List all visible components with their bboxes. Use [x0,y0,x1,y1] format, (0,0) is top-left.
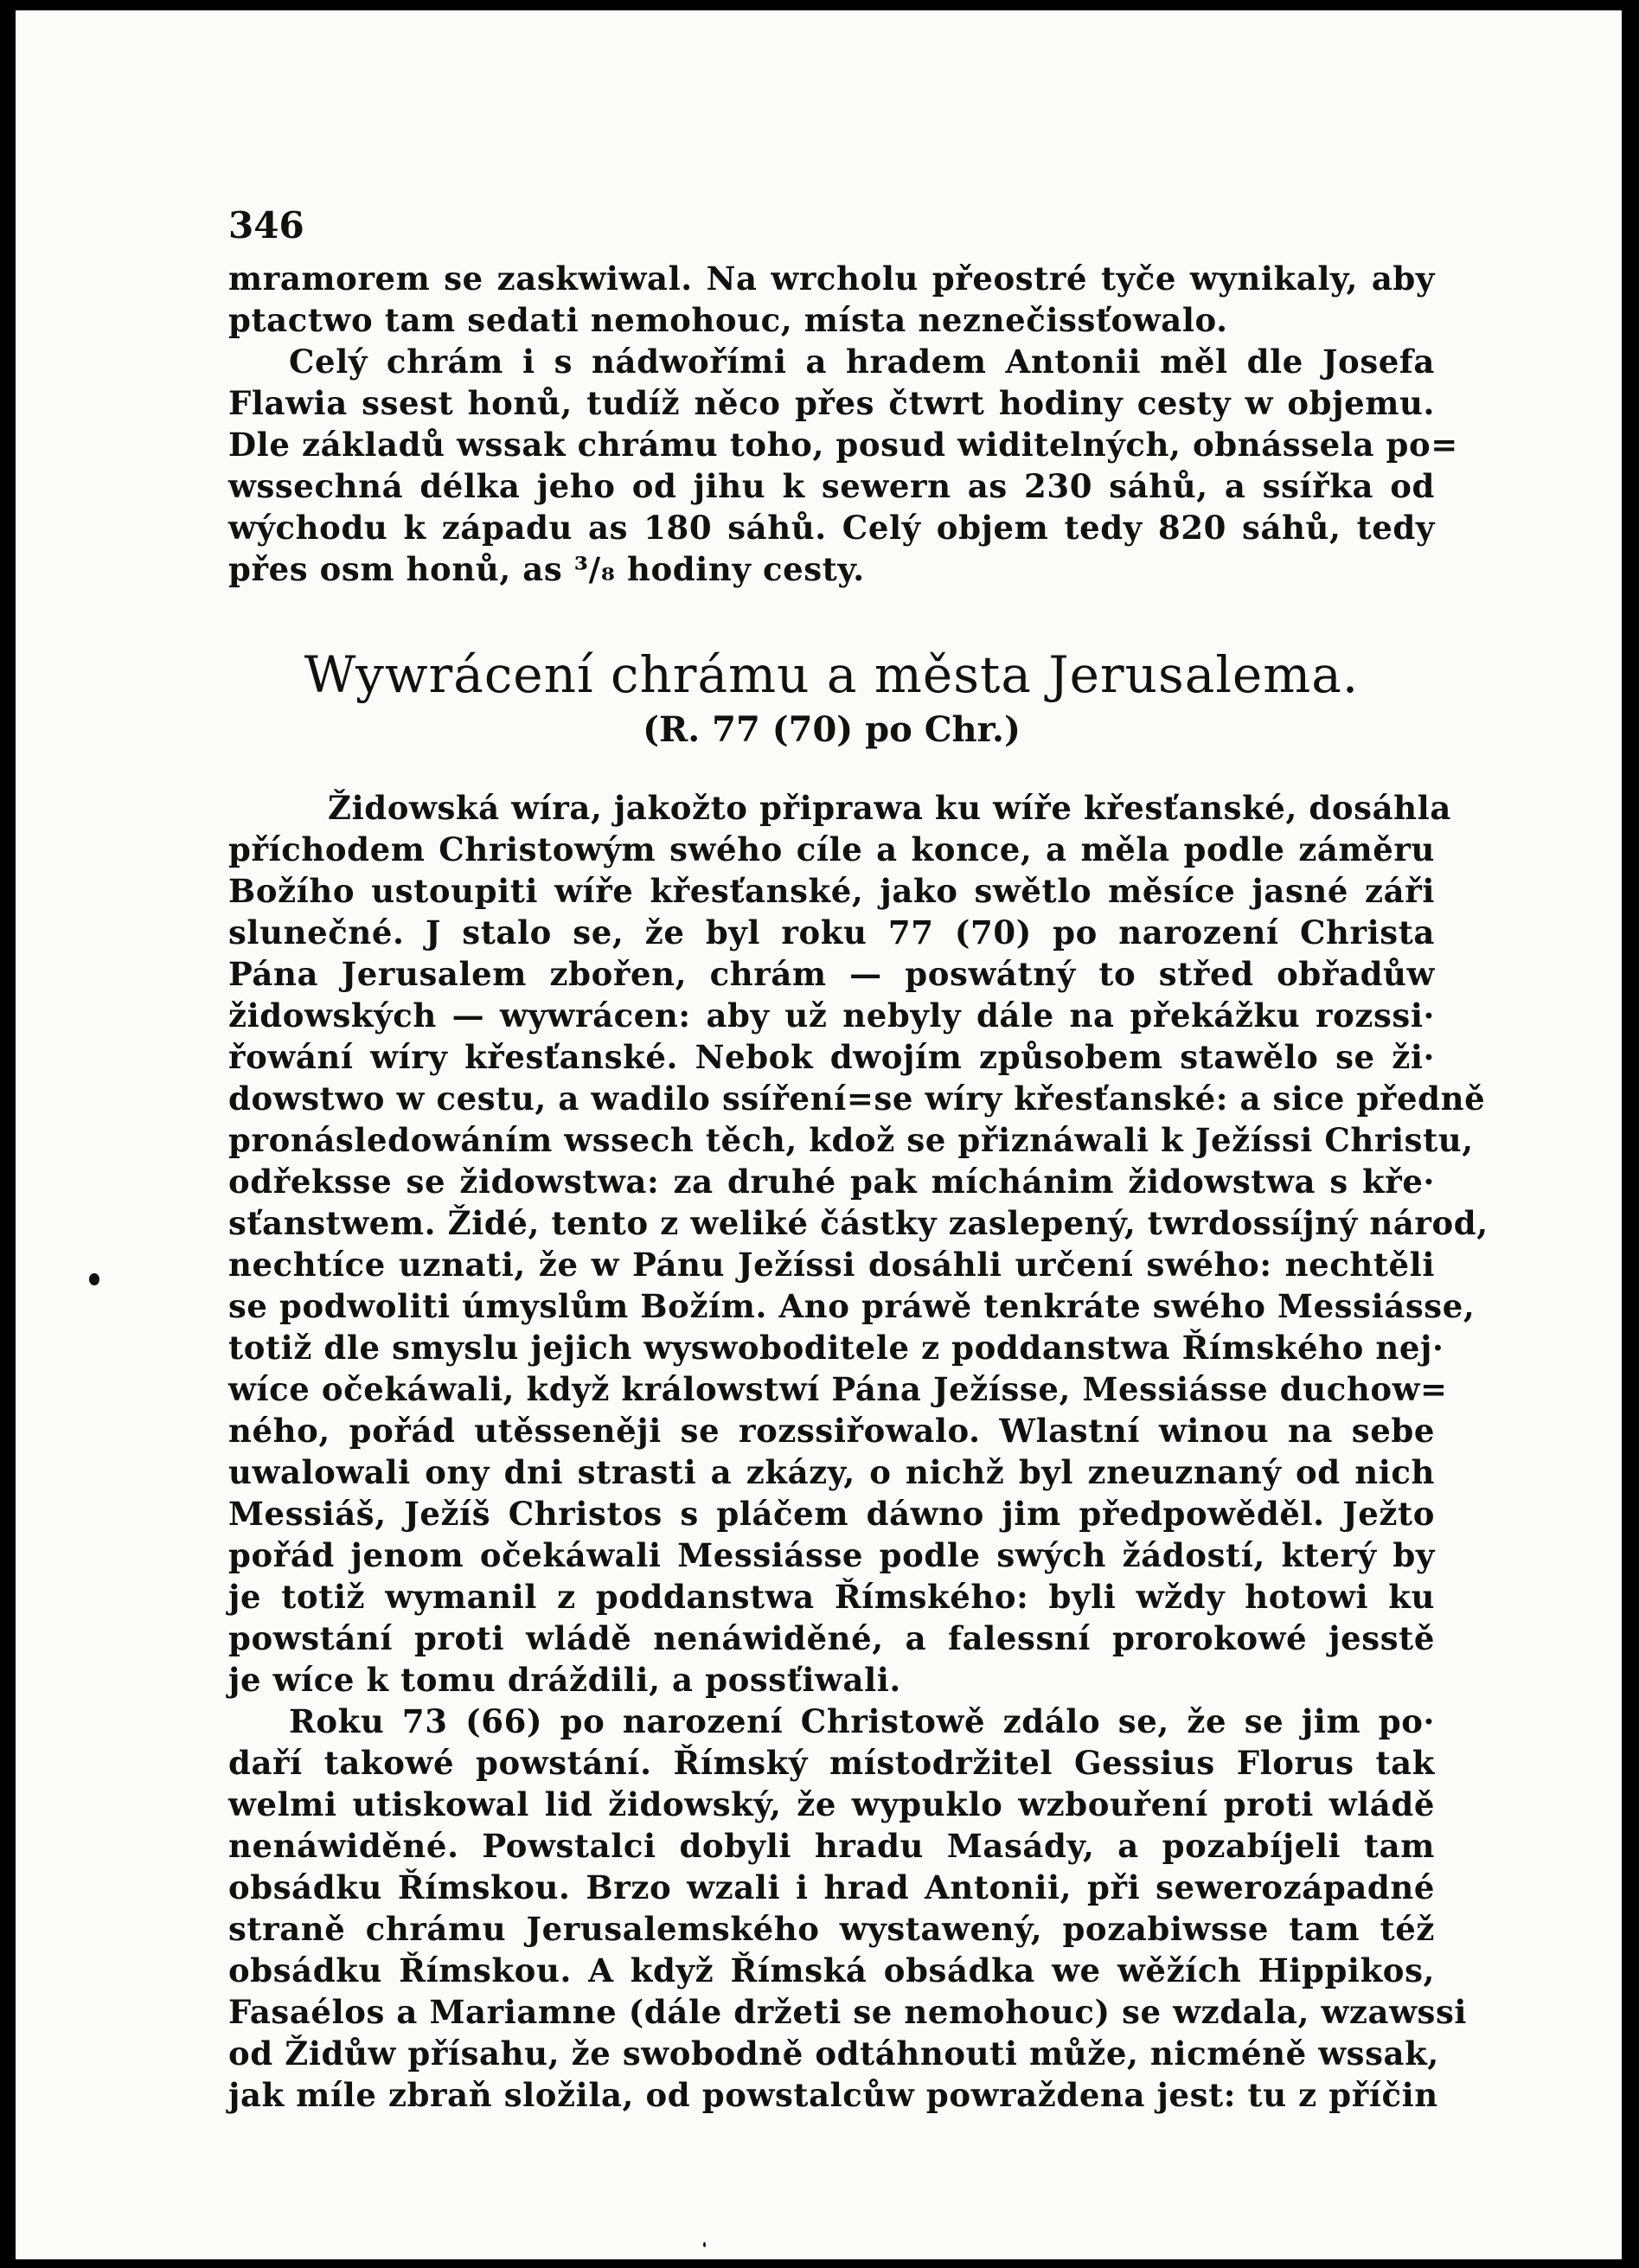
text-line: je wíce k tomu dráždili, a possťiwali. [228,1661,901,1699]
text-line: welmi utiskowal lid židowský, že wypuklo wzbouření proti wládě [228,1785,1435,1823]
text-line: odřeksse se židowstwa: za druhé pak míchánim židowstwa s kře· [228,1163,1435,1201]
text-line: je totiž wymanil z poddanstwa Římského: byli wždy hotowi ku [228,1578,1435,1616]
text-line: Dle základů wssak chrámu toho, posud widitelných, obnássela po= [228,426,1458,464]
text-line: Božího ustoupiti wíře křesťanské, jako swětlo měsíce jasné záři [228,872,1435,910]
text-line: přes osm honů, as ³/₈ hodiny cesty. [228,550,865,588]
text-line: nechtíce uznati, že w Pánu Ježíssi dosáhli určení swého: nechtěli [228,1246,1435,1284]
text-line: židowských — wywrácen: aby už nebyly dále na překážku rozssi· [228,996,1435,1035]
text-line: od Židůw přísahu, že swobodně odtáhnouti může, nicméně wssak, [228,2034,1439,2073]
text-line: totiž dle smyslu jejich wyswoboditele z poddanstwa Římského nej· [228,1329,1444,1367]
body-paragraph-2 [228,1701,1468,2116]
text-line: se podwoliti úmyslům Božím. Ano práwě tenkráte swého Messiásse, [228,1287,1476,1325]
text-line: příchodem Christowým swého cíle a konce, a měla podle záměru [228,830,1435,868]
text-line: daří takowé powstání. Římský místodržitel Gessius Florus tak [228,1744,1435,1782]
text-line: Flawia ssest honů, tudíž něco přes čtwrt hodiny cesty w objemu. [228,384,1435,422]
body-paragraph [228,787,1489,1701]
ink-spot [703,2242,706,2247]
text-line: Fasaélos a Mariamne (dále držeti se nemohouc) se wzdala, wzawssi [228,1993,1468,2031]
text-line: dowstwo w cestu, a wadilo ssíření=se wíry křesťanské: a sice předně [228,1080,1486,1118]
text-line: wíce očekáwali, když králowstwí Pána Ježísse, Messiásse duchow= [228,1370,1448,1408]
text-line: powstání proti wládě nenáwiděné, a falessní prorokowé jesstě [228,1619,1435,1657]
text-line: straně chrámu Jerusalemského wystawený, pozabiwsse tam též [228,1910,1435,1948]
text-line: mramorem se zaskwiwal. Na wrcholu přeostré tyče wynikaly, aby [228,259,1435,298]
section-date: (R. 77 (70) po Chr.) [643,709,1021,750]
text-line: nenáwiděné. Powstalci dobyli hradu Masády, a pozabíjeli tam [228,1827,1435,1865]
text-line: obsádku Římskou. Brzo wzali i hrad Antonii, při sewerozápadné [228,1868,1435,1906]
text-line: uwalowali ony dni strasti a zkázy, o nichž byl zneuznaný od nich [228,1453,1435,1491]
text-line: pořád jenom očekáwali Messiásse podle swých žádostí, který by [228,1536,1435,1574]
text-line: pronásledowáním wssech těch, kdož se přiznáwali k Ježíssi Christu, [228,1121,1474,1159]
text-line: jak míle zbraň složila, od powstalcůw powraždena jest: tu z příčin [228,2076,1438,2114]
text-line: slunečné. J stalo se, že byl roku 77 (70) po narození Christa [228,913,1435,951]
scanned-page [16,10,1622,2259]
page-number: 346 [228,204,304,247]
text-line: Celý chrám i s nádwořími a hradem Antonii měl dle Josefa [289,343,1435,381]
text-block [228,258,1489,2116]
ink-spot [89,1273,99,1285]
text-line: Roku 73 (66) po narození Christowě zdálo se, že se jim po· [289,1702,1435,1740]
text-line: obsádku Římskou. A když Římská obsádka we wěžích Hippikos, [228,1951,1435,1989]
text-line: wssechná délka jeho od jihu k sewern as 230 sáhů, a ssířka od [228,467,1435,505]
text-line: řowání wíry křesťanské. Nebok dwojím způsobem stawělo se ži· [228,1038,1435,1076]
text-line: ného, pořád utěsseněji se rozssiřowalo. Wlastní winou na sebe [228,1412,1435,1450]
section-heading: Wywrácení chrámu a města Jerusalema. [304,645,1360,704]
text-line: Pána Jerusalem zbořen, chrám — poswátný to střed obřadůw [228,955,1435,993]
text-line: Messiáš, Ježíš Christos s pláčem dáwno jim předpowěděl. Ježto [228,1495,1435,1533]
text-line: wýchodu k západu as 180 sáhů. Celý objem tedy 820 sáhů, tedy [228,509,1435,547]
intro-paragraph [228,258,1458,590]
text-line: sťanstwem. Židé, tento z weliké částky zaslepený, twrdossíjný národ, [228,1204,1489,1242]
text-line: ptactwo tam sedati nemohouc, místa neznečissťowalo. [228,301,1228,339]
text-line: Židowská wíra, jakožto připrawa ku wíře křesťanské, dosáhla [328,789,1451,827]
